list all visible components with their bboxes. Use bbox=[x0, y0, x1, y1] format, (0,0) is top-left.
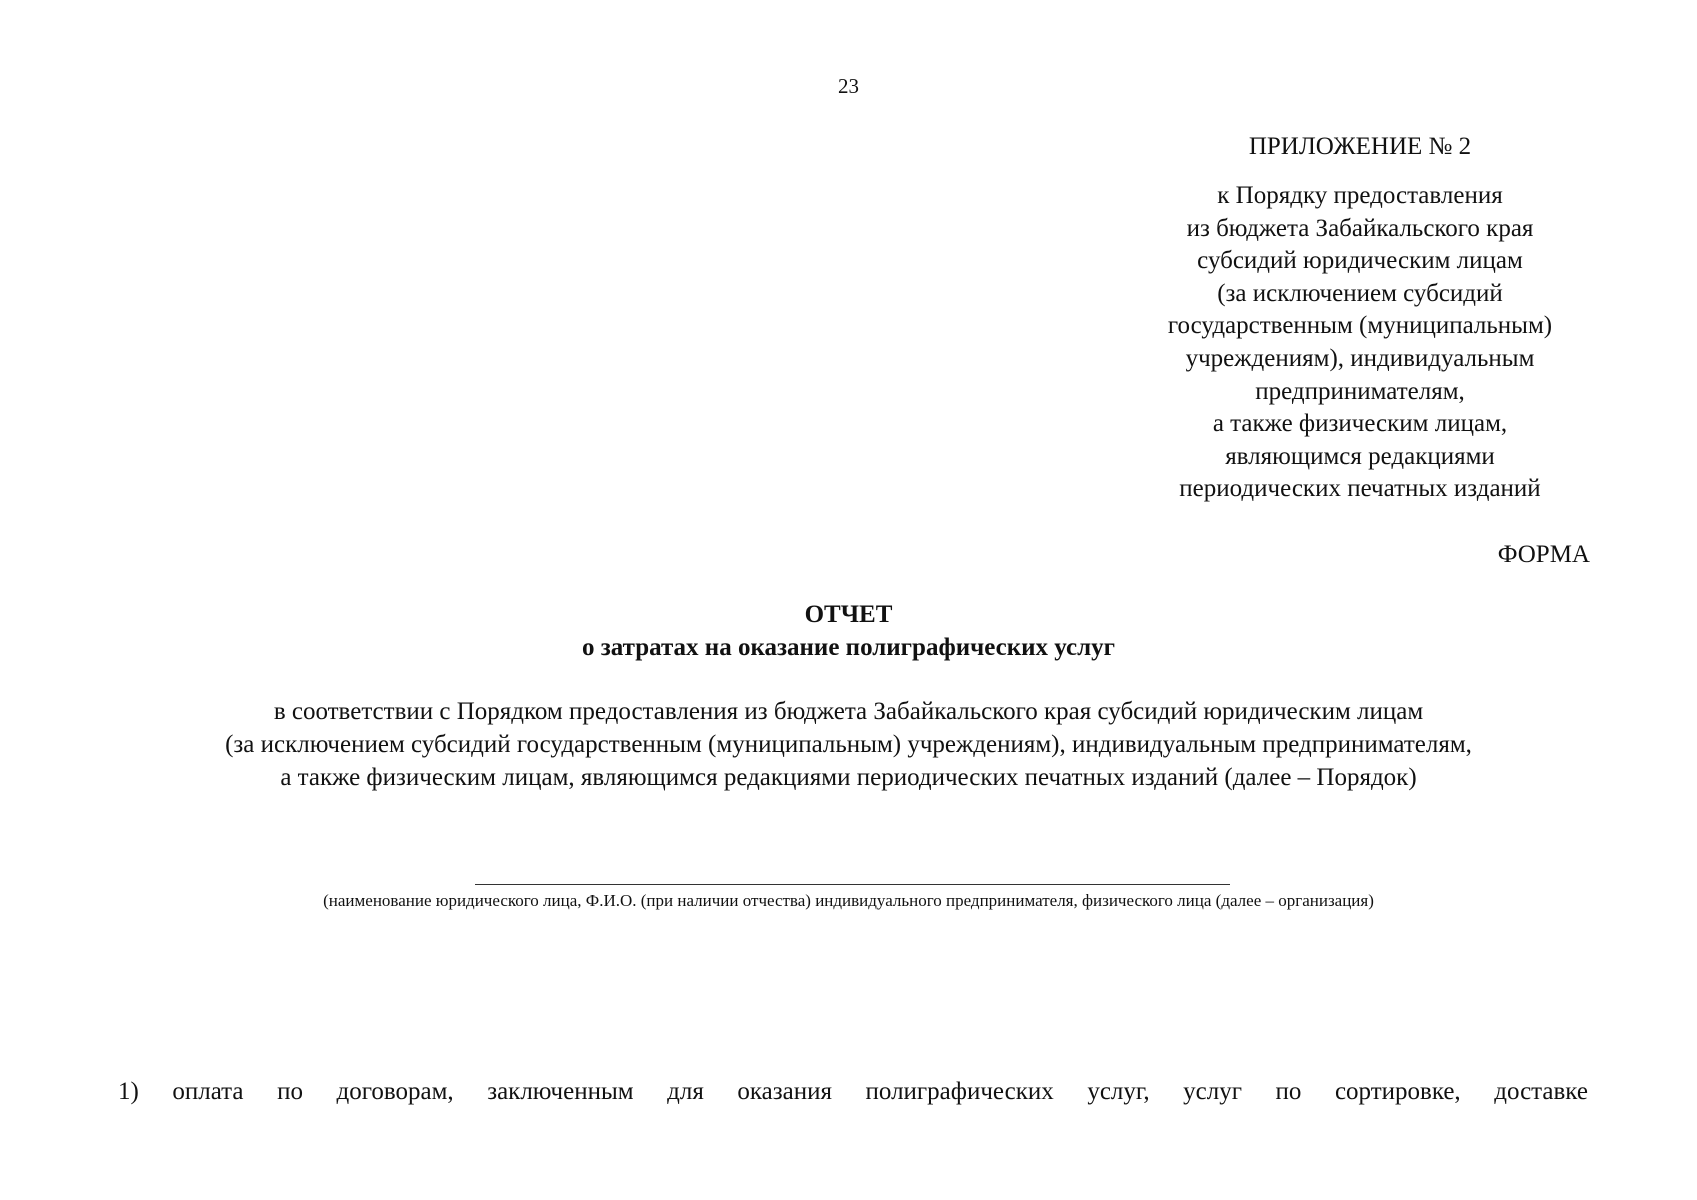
report-basis bbox=[0, 695, 1697, 794]
item-word: для bbox=[667, 1078, 704, 1105]
appendix-line: предпринимателям, bbox=[1255, 377, 1465, 405]
organization-name-line bbox=[475, 884, 1230, 885]
item-word: 1) bbox=[118, 1078, 139, 1105]
basis-line: в соответствии с Порядком предоставления из бюджета Забайкальского края субсидий юридическим лицам bbox=[273, 698, 1424, 725]
appendix-line: учреждениям), индивидуальным bbox=[1185, 344, 1535, 372]
form-label: ФОРМА bbox=[1497, 541, 1590, 568]
item-word: услуг bbox=[1183, 1078, 1242, 1105]
item-word: по bbox=[277, 1078, 303, 1105]
appendix-line: государственным (муниципальным) bbox=[1167, 312, 1553, 340]
item-word: оплата bbox=[172, 1078, 244, 1105]
appendix-line: к Порядку предоставления bbox=[1217, 182, 1503, 209]
item-word: доставке bbox=[1494, 1078, 1588, 1105]
report-heading bbox=[0, 598, 1697, 664]
appendix-line: а также физическим лицам, bbox=[1212, 410, 1508, 438]
item-word: услуг, bbox=[1087, 1078, 1150, 1105]
item-word: оказания bbox=[737, 1078, 832, 1105]
item-word: по bbox=[1275, 1078, 1302, 1105]
appendix-line: периодических печатных изданий bbox=[1179, 475, 1541, 503]
item-word: договорам, bbox=[336, 1078, 454, 1105]
appendix-line: из бюджета Забайкальского края bbox=[1186, 214, 1534, 242]
appendix-line: являющимся редакциями bbox=[1225, 442, 1495, 470]
item-word: сортировке, bbox=[1334, 1078, 1461, 1105]
appendix-title: ПРИЛОЖЕНИЕ № 2 bbox=[1248, 133, 1472, 160]
report-title: ОТЧЕТ bbox=[804, 601, 893, 628]
appendix-line: (за исключением субсидий bbox=[1217, 279, 1503, 307]
basis-line: а также физическим лицам, являющимся редакциями периодических печатных изданий (далее – Порядок) bbox=[280, 764, 1417, 791]
appendix-line: субсидий юридическим лицам bbox=[1197, 247, 1523, 275]
item-1-text bbox=[118, 1075, 1588, 1109]
page-number: 23 bbox=[838, 74, 859, 98]
basis-line: (за исключением субсидий государственным (муниципальным) учреждениям), индивидуальным предпринимателям, bbox=[225, 731, 1472, 758]
appendix-reference bbox=[1100, 180, 1620, 506]
item-word: заключенным bbox=[487, 1078, 634, 1105]
organization-name-caption: (наименование юридического лица, Ф.И.О. (при наличии отчества) индивидуального предпринимателя, физического лица (далее – организация) bbox=[323, 891, 1374, 910]
report-subtitle: о затратах на оказание полиграфических услуг bbox=[581, 634, 1116, 661]
item-word: полиграфических bbox=[865, 1078, 1054, 1105]
